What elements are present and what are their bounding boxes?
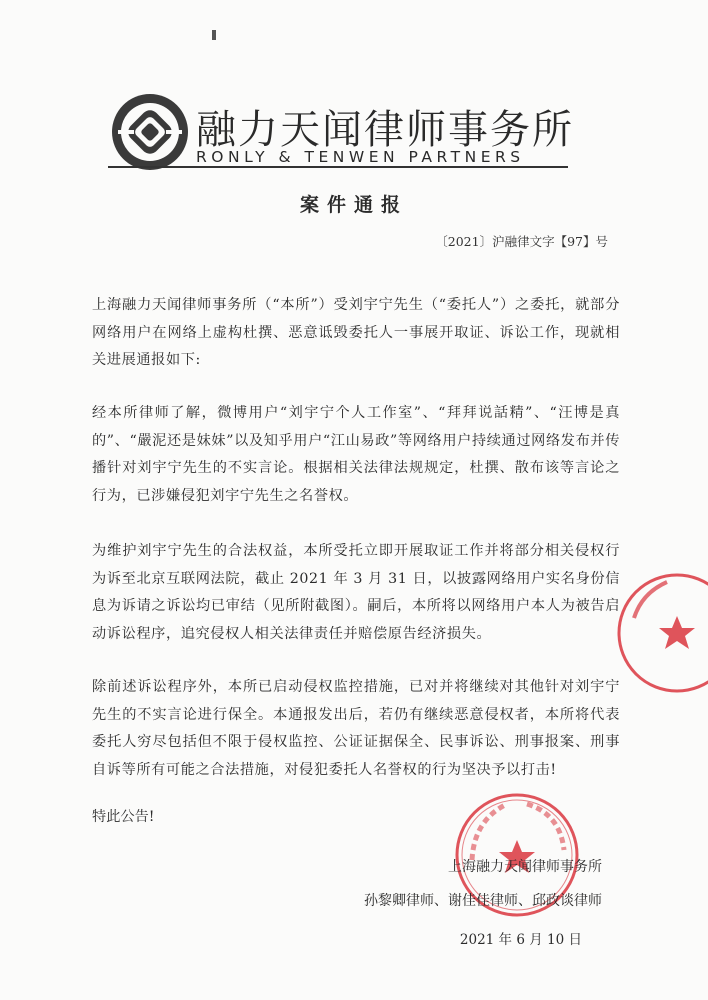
closing-notice: 特此公告! [92,809,155,825]
signature-date: 2021 年 6 月 10 日 [459,932,582,948]
document-number: 〔2021〕沪融律文字【97】号 [435,234,608,249]
document-title: 案件通报 [299,194,408,216]
firm-name-chinese: 融力天闻律师事务所 [196,107,574,153]
body-paragraph: 经本所律师了解，微博用户“刘宇宁个人工作室”、“拜拜说話精”、“汪博是真的”、“嚴泥还是妹妹”以及知乎用户“江山易政”等网络用户持续通过网络发布并传播针对刘宇宁先生的不实言论。根据相关法律法规规定，杜撰、散布该等言论之行为，已涉嫌侵犯刘宇宁先生之名誉权。 [92,405,620,504]
firm-name-english: RONLY & TENWEN PARTNERS [196,148,525,166]
signature-firm: 上海融力天闻律师事务所 [448,859,602,875]
body-paragraph: 除前述诉讼程序外，本所已启动侵权监控措施，已对并将继续对其他针对刘宇宁先生的不实言论进行保全。本通报发出后，若仍有继续恶意侵权者，本所将代表委托人穷尽包括但不限于侵权监控、公证证据保全、民事诉讼、刑事报案、刑事自诉等所有可能之合法措施，对侵犯委托人名誉权的行为坚决予以打击! [92,679,620,778]
scan-artifact [212,30,216,40]
partial-seal-stamp-icon [612,568,708,698]
letterhead-divider [108,166,568,168]
signature-lawyers: 孙黎卿律师、谢佳佳律师、邱政谈律师 [364,893,602,909]
body-paragraph: 为维护刘宇宁先生的合法权益，本所受托立即开展取证工作并将部分相关侵权行为诉至北京互联网法院，截止 2021 年 3 月 31 日，以披露网络用户实名身份信息为诉请之诉讼均已审结（见所附截图）。嗣后，本所将以网络用户本人为被告启动诉讼程序，追究侵权人相关法律责任并赔偿原告经济损失。 [92,543,620,642]
firm-logo-icon [110,92,190,172]
body-paragraph: 上海融力天闻律师事务所（“本所”）受刘宇宁先生（“委托人”）之委托，就部分网络用户在网络上虚构杜撰、恶意诋毁委托人一事展开取证、诉讼工作，现就相关进展通报如下: [92,297,620,369]
